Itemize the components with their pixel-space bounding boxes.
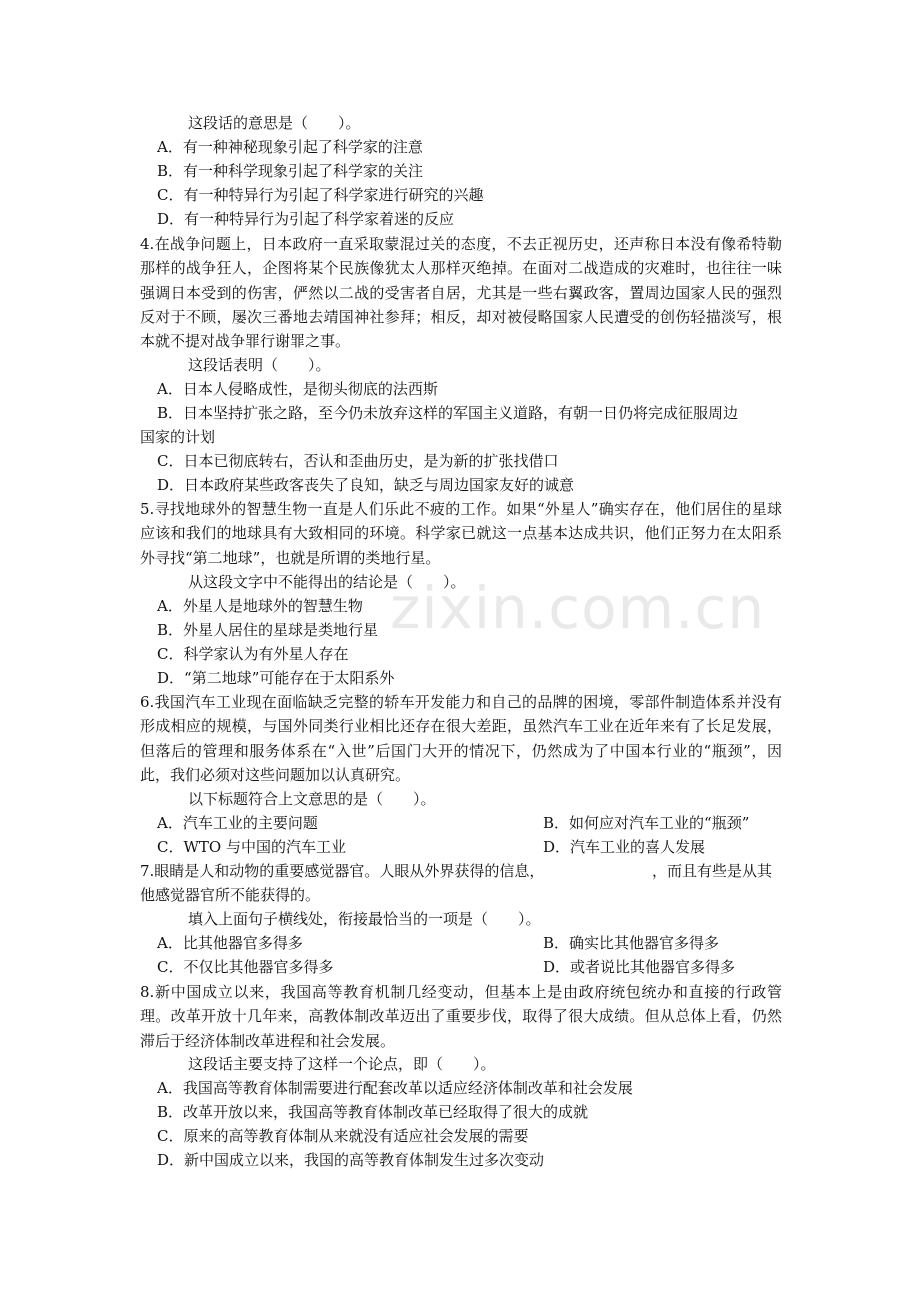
q7-prompt: 填入上面句子横线处，衔接最恰当的一项是（ ）。 — [188, 910, 541, 928]
q4-option-b: B．日本坚持扩张之路，至今仍未放弃这样的军国主义道路，有朝一日仍将完成征服周边 — [157, 404, 739, 422]
q3-option-c: C．有一种特异行为引起了科学家进行研究的兴趣 — [157, 186, 484, 204]
q8-stem: 8.新中国成立以来，我国高等教育机制几经变动，但基本上是由政府统包统办和直接的行政管理。改革开放十几年来，高教体制改革迈出了重要步伐，取得了很大成绩。但从总体上看，仍然滞后于经济体制改革进程和社会发展。 — [140, 983, 782, 1050]
q8-option-d: D．新中国成立以来，我国的高等教育体制发生过多次变动 — [157, 1151, 545, 1169]
q6-prompt: 以下标题符合上文意思的是（ ）。 — [188, 790, 436, 808]
q3-prompt: 这段话的意思是（ ）。 — [188, 114, 361, 132]
watermark: zixin.com.cn — [390, 574, 766, 642]
q6-option-b: B．如何应对汽车工业的“瓶颈” — [543, 814, 750, 832]
q3-option-a: A．有一种神秘现象引起了科学家的注意 — [157, 138, 423, 156]
q6-option-d: D．汽车工业的喜人发展 — [543, 838, 706, 856]
q5-option-b: B．外星人居住的星球是类地行星 — [157, 621, 379, 639]
q6-option-c: C．WTO 与中国的汽车工业 — [157, 838, 346, 856]
q4-stem: 4.在战争问题上，日本政府一直采取蒙混过关的态度，不去正视历史，还声称日本没有像希特勒那样的战争狂人，企图将某个民族像犹太人那样灭绝掉。在面对二战造成的灾难时，也往往一味强调日本受到的伤害，俨然以二战的受害者自居，尤其是一些右翼政客，置周边国家人民的强烈反对于不顾，屡次三番地去靖国神社参拜；相反，却对被侵略国家人民遭受的创伤轻描淡写，根本就不提对战争罪行谢罪之事。 — [140, 235, 782, 351]
q7-option-c: C．不仅比其他器官多得多 — [157, 958, 334, 976]
q4-option-a: A．日本人侵略成性，是彻头彻底的法西斯 — [157, 380, 438, 398]
q7-option-a: A．比其他器官多得多 — [157, 934, 303, 952]
q4-option-d: D．日本政府某些政客丧失了良知，缺乏与周边国家友好的诚意 — [157, 476, 575, 494]
q4-option-c: C．日本已彻底转右，否认和歪曲历史，是为新的扩张找借口 — [157, 452, 559, 470]
q7-stem-line1: 7.眼睛是人和动物的重要感觉器官。人眼从外界获得的信息， — [140, 862, 545, 880]
q8-option-c: C．原来的高等教育体制从来就没有适应社会发展的需要 — [157, 1127, 529, 1145]
q3-option-d: D．有一种特异行为引起了科学家着迷的反应 — [157, 210, 455, 228]
q7-stem-line2: 他感觉器官所不能获得的。 — [140, 886, 321, 904]
q5-option-c: C．科学家认为有外星人存在 — [157, 645, 349, 663]
q6-option-a: A．汽车工业的主要问题 — [157, 814, 318, 832]
q8-option-b: B．改革开放以来，我国高等教育体制改革已经取得了很大的成就 — [157, 1103, 589, 1121]
q3-option-b: B．有一种科学现象引起了科学家的关注 — [157, 162, 424, 180]
q7-stem-line1-end: ，而且有些是从其 — [652, 862, 773, 880]
q8-prompt: 这段话主要支持了这样一个论点，即（ ）。 — [188, 1055, 496, 1073]
q5-option-a: A．外星人是地球外的智慧生物 — [157, 597, 363, 615]
q8-option-a: A．我国高等教育体制需要进行配套改革以适应经济体制改革和社会发展 — [157, 1079, 633, 1097]
q4-prompt: 这段话表明（ ）。 — [188, 356, 331, 374]
q7-option-b: B．确实比其他器官多得多 — [543, 934, 720, 952]
q4-option-b-cont: 国家的计划 — [140, 428, 216, 446]
q5-option-d: D．“第二地球”可能存在于太阳系外 — [157, 669, 395, 687]
q5-prompt: 从这段文字中不能得出的结论是（ ）。 — [188, 573, 466, 591]
q5-stem: 5.寻找地球外的智慧生物一直是人们乐此不疲的工作。如果“外星人”确实存在，他们居住的星球应该和我们的地球具有大致相同的环境。科学家已就这一点基本达成共识，他们正努力在太阳系外寻找“第二地球”，也就是所谓的类地行星。 — [140, 500, 782, 567]
q6-stem: 6.我国汽车工业现在面临缺乏完整的轿车开发能力和自己的品牌的困境，零部件制造体系并没有形成相应的规模，与国外同类行业相比还存在很大差距，虽然汽车工业在近年来有了长足发展，但落后的管理和服务体系在“入世”后国门大开的情况下，仍然成为了中国本行业的“瓶颈”，因此，我们必须对这些问题加以认真研究。 — [140, 693, 782, 784]
q7-option-d: D．或者说比其他器官多得多 — [543, 958, 736, 976]
